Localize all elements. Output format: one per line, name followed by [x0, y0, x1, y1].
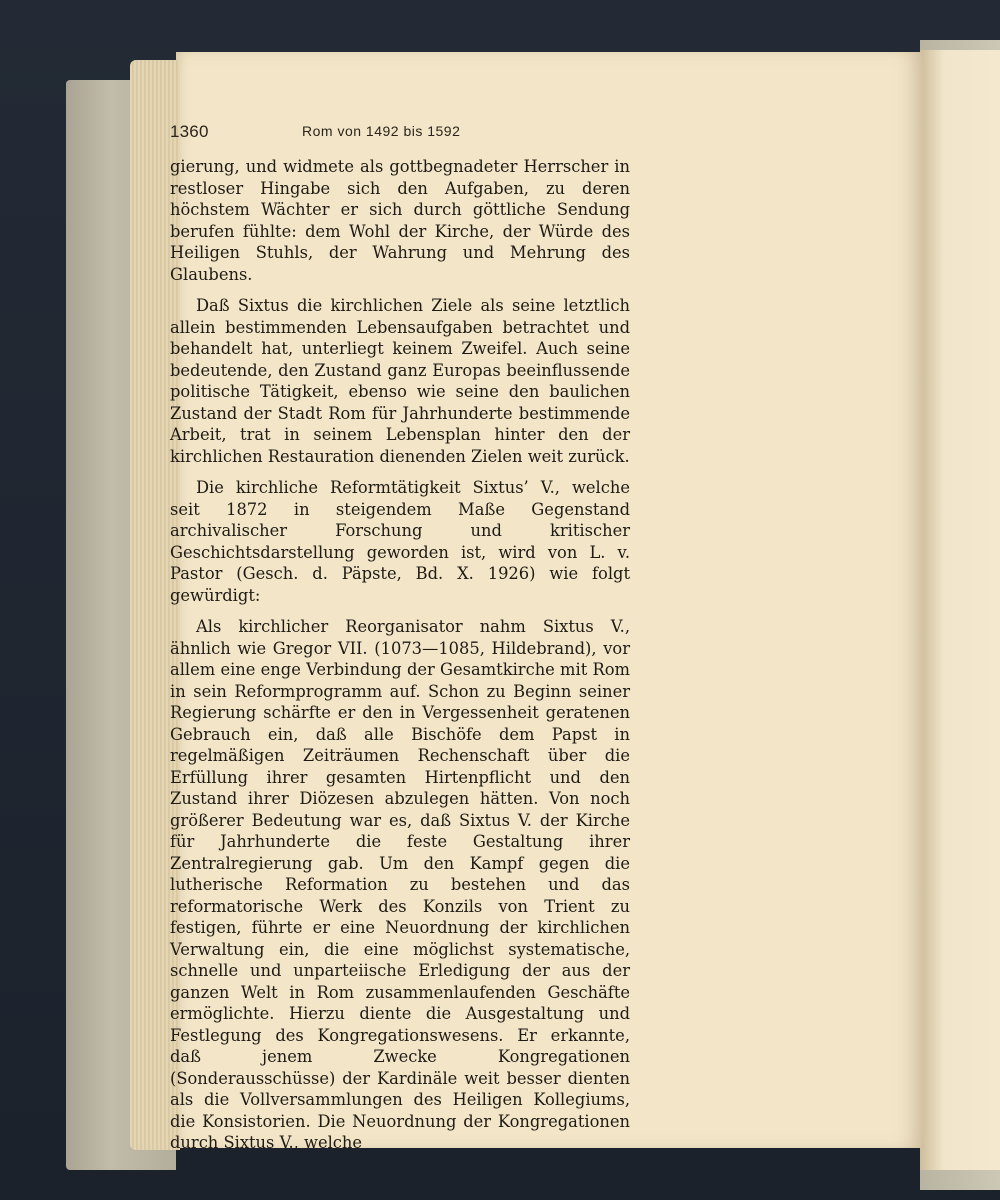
- running-head: [170, 122, 630, 146]
- paragraph-3: Die kirchliche Reformtätigkeit Sixtus’ V., welche seit 1872 in steigendem Maße Gegenstand archivalischer Forschung und kritischer Geschichtsdarstellung geworden ist, wird von L. v. Pastor (Gesch. d. Päpste, Bd. X. 1926) wie folgt gewürdigt:: [170, 478, 630, 605]
- paragraph-1: gierung, und widmete als gottbegnadeter Herrscher in restloser Hingabe sich den Aufgaben, zu deren höchstem Wächter er sich durch göttliche Sendung berufen fühlte: dem Wohl der Kirche, der Würde des Heiligen Stuhls, der Wahrung und Mehrung des Glaubens.: [170, 157, 630, 284]
- facing-page-edge: [920, 50, 1000, 1170]
- running-title: Rom von 1492 bis 1592: [302, 123, 461, 139]
- page-number: 1360: [170, 122, 209, 141]
- paragraph-2: Daß Sixtus die kirchlichen Ziele als seine letztlich allein bestimmenden Lebensaufgaben betrachtet und behandelt hat, unterliegt keinem Zweifel. Auch seine bedeutende, den Zustand ganz Europas beeinflussende politische Tätigkeit, ebenso wie seine den baulichen Zustand der Stadt Rom für Jahrhunderte bestimmende Arbeit, trat in seinem Lebensplan hinter den der kirchlichen Restauration dienenden Zielen weit zurück.: [170, 296, 630, 466]
- body-text: [170, 156, 630, 1164]
- paragraph-4: Als kirchlicher Reorganisator nahm Sixtus V., ähnlich wie Gregor VII. (1073—1085, Hildebrand), vor allem eine enge Verbindung der Gesamtkirche mit Rom in sein Reformprogramm auf. Schon zu Beginn seiner Regierung schärfte er den in Vergessenheit geratenen Gebrauch ein, daß alle Bischöfe dem Papst in regelmäßigen Zeiträumen Rechenschaft über die Erfüllung ihrer gesamten Hirtenpflicht und den Zustand ihrer Diözesen abzulegen hätten. Von noch größerer Bedeutung war es, daß Sixtus V. der Kirche für Jahrhunderte die feste Gestaltung ihrer Zentralregierung gab. Um den Kampf gegen die lutherische Reformation zu bestehen und das reformatorische Werk des Konzils von Trient zu festigen, führte er eine Neuordnung der kirchlichen Verwaltung ein, die eine möglichst systematische, schnelle und unparteiische Erledigung der aus der ganzen Welt in Rom zusammenlaufenden Geschäfte ermöglichte. Hierzu diente die Ausgestaltung und Festlegung des Kongregationswesens. Er erkannte, daß jenem Zwecke Kongregationen (Sonderausschüsse) der Kardinäle weit besser dienten als die Vollversammlungen des Heiligen Kollegiums, die Konsistorien. Die Neuordnung der Kongregationen durch Sixtus V., welche: [170, 617, 630, 1152]
